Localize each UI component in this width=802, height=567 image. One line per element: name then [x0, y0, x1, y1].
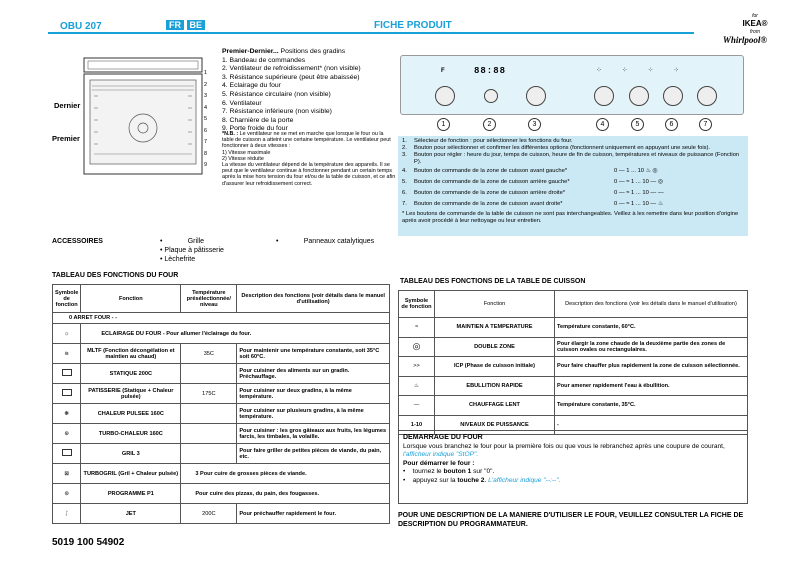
- fan-note-tail: La vitesse du ventilateur dépend de la température des appareils. Il se peut que le ventilateur continue à fonctionner pendant un certain temps après la mise hors tension du four et/ou de la table de cuisson, et ce afin d'assurer leur refroidissement correct.: [222, 162, 396, 187]
- table-row: [53, 464, 390, 484]
- boil-icon: ♨: [399, 376, 435, 396]
- row-desc: Température constante, 60°C.: [555, 318, 748, 338]
- defrost-icon: ≋: [53, 344, 81, 364]
- table-row: [399, 396, 748, 416]
- row-fn: PATISSERIE (Statique + Chaleur pulsée): [81, 384, 181, 404]
- knob-number: 2: [483, 118, 496, 131]
- control-item: [402, 152, 744, 166]
- callout-6: 6: [204, 127, 208, 134]
- row-cell: ECLAIRAGE DU FOUR - Pour allumer l'éclairage du four.: [81, 324, 390, 344]
- legend-heading: [222, 48, 398, 57]
- table-row: [53, 504, 390, 524]
- control-text: Sélecteur de fonction : pour sélectionner les fonctions du four.: [414, 138, 573, 144]
- legend-item: 8. Charnière de la porte: [222, 116, 294, 124]
- col-header: Description des fonctions (voir détails dans le manuel d'utilisation): [237, 285, 390, 313]
- row-temp: 200C: [181, 504, 237, 524]
- accessory-grille-text: Grille: [187, 238, 205, 245]
- row-fn: TURBO-CHALEUR 160C: [81, 424, 181, 444]
- row-fn: EBULLITION RAPIDE: [435, 376, 555, 396]
- callout-3: 3: [204, 93, 208, 99]
- pastry-icon: [53, 384, 81, 404]
- oven-functions-table: [52, 284, 390, 524]
- knob-number: 1: [437, 118, 450, 131]
- control-num: 5.: [402, 179, 407, 185]
- control-num: 1.: [402, 138, 407, 144]
- accessory-plaque: • Plaque à pâtisserie: [160, 247, 224, 254]
- diagram-callouts: [204, 68, 207, 172]
- step1-pre: tournez le: [412, 468, 444, 476]
- table-row: [399, 357, 748, 377]
- table-row: [53, 324, 390, 344]
- controls-list: [398, 136, 748, 236]
- row-temp: Pour cuire des pizzas, du pain, des fougasses.: [181, 484, 390, 504]
- callout-7: 7: [204, 139, 208, 145]
- program-icon: ⊚: [53, 484, 81, 504]
- row-fn: ICP (Phase de cuisson initiale): [435, 357, 555, 377]
- slow-heat-icon: —: [399, 396, 435, 416]
- table-row: [53, 404, 390, 424]
- startup-text: [403, 443, 743, 460]
- row-temp: 175C: [181, 384, 237, 404]
- fan-note: [222, 131, 396, 187]
- table-row: [399, 318, 748, 338]
- row-fn: JET: [81, 504, 181, 524]
- accessory-plaque-text: Plaque à pâtisserie: [164, 247, 224, 254]
- scale-a: 0: [614, 168, 618, 174]
- callout-5: 5: [204, 116, 208, 122]
- row-fn: NIVEAUX DE PUISSANCE: [435, 415, 555, 435]
- col-header: Température présélectionnée/ niveau: [181, 285, 237, 313]
- page-title: FICHE PRODUIT: [374, 20, 452, 31]
- knob-7[interactable]: [697, 86, 717, 106]
- scale-c: 10: [637, 168, 645, 174]
- display-f-icon: F: [441, 68, 445, 74]
- startup-step: • tournez le bouton 1 sur "0".: [403, 468, 495, 476]
- brand-from: from: [750, 29, 760, 35]
- row-desc: Pour cuisiner des aliments sur un gradin. Préchauffage.: [237, 364, 390, 384]
- lang-badges: [166, 20, 205, 30]
- row-desc: Pour préchauffer rapidement le four.: [237, 504, 390, 524]
- control-text: Bouton de commande de la zone de cuisson arrière droite*: [414, 190, 566, 196]
- scale-a: 0: [614, 201, 618, 207]
- keep-warm-icon: ≈: [399, 318, 435, 338]
- row-fn: DOUBLE ZONE: [435, 337, 555, 357]
- row-cell: 0 ARRET FOUR - -: [53, 313, 390, 324]
- legend-item: 3. Résistance supérieure (peut être abaissée): [222, 73, 360, 81]
- static-icon: [53, 364, 81, 384]
- step2-italic: L'afficheur indique "--:--".: [488, 476, 561, 484]
- control-num: 2.: [402, 145, 407, 151]
- brand-for: for: [752, 13, 758, 19]
- control-item: 6. Bouton de commande de la zone de cuisson arrière droite* 0 — ≈ 1 ... 10 — —: [402, 190, 664, 196]
- startup-display-stop: l'afficheur indique "StOP".: [403, 451, 479, 459]
- legend-item: 2. Ventilateur de refroidissement* (non visible): [222, 65, 361, 73]
- row-temp: [181, 404, 237, 424]
- col-header: Symbole de fonction: [399, 291, 435, 318]
- step1-bold: bouton 1: [443, 468, 472, 476]
- callout-9: 9: [204, 162, 208, 168]
- row-temp: [181, 424, 237, 444]
- accessory-lechefrite-text: Lèchefrite: [164, 256, 196, 263]
- brand-whirlpool: Whirlpool®: [722, 35, 768, 45]
- lang-fr: FR: [166, 20, 184, 30]
- knob-number: 7: [699, 118, 712, 131]
- legend-item: 5. Résistance circulaire (non visible): [222, 90, 331, 98]
- label-premier: Premier: [52, 134, 80, 143]
- table-row: [399, 376, 748, 396]
- light-icon: ☼: [53, 324, 81, 344]
- control-text: Bouton pour régler : heure du jour, temps de cuisson, heure de fin de cuisson, températures et niveaux de puissance (Fonction P).: [414, 152, 740, 165]
- model-number: OBU 207: [60, 21, 102, 32]
- table-row: [399, 337, 748, 357]
- callout-2: 2: [204, 81, 208, 88]
- step2-post: .: [484, 476, 489, 484]
- jet-icon: ᛇ: [53, 504, 81, 524]
- fan-note-bold: *N.B. :: [222, 131, 239, 137]
- col-header: Symbole de fonction: [53, 285, 81, 313]
- scale-c: 10: [642, 190, 649, 196]
- table-row: [53, 384, 390, 404]
- left-table-title: TABLEAU DES FONCTIONS DU FOUR: [52, 272, 179, 279]
- scale-b: 1 ...: [631, 190, 641, 196]
- callout-4: 4: [204, 104, 208, 111]
- control-text: Bouton de commande de la zone de cuisson avant droite*: [414, 201, 563, 207]
- knob-1[interactable]: [435, 86, 455, 106]
- scale-a: 0: [614, 190, 618, 196]
- fan-note-body: Le ventilateur ne se met en marche que lorsque le four ou la table de cuisson a atteint une certaine température. Le ventilateur peut fonctionner à deux vitesses :: [222, 131, 391, 150]
- control-num: 4.: [402, 168, 407, 174]
- step2-pre: appuyez sur la: [412, 476, 458, 484]
- legend-item: 1. Bandeau de commandes: [222, 56, 306, 64]
- legend-item: 6. Ventilateur: [222, 99, 262, 107]
- header-rule: [48, 32, 694, 34]
- lang-be: BE: [187, 20, 206, 30]
- scale-b: 1 ...: [631, 201, 641, 207]
- fan-note-text: [222, 131, 396, 150]
- startup-title: DEMARRAGE DU FOUR: [403, 434, 483, 441]
- fan-icon: ❋: [53, 404, 81, 424]
- row-desc: Pour maintenir une température constante, soit 35°C soit 60°C.: [237, 344, 390, 364]
- row-fn: MAINTIEN A TEMPERATURE: [435, 318, 555, 338]
- fan-speed: 1) Vitesse maximale: [222, 149, 271, 156]
- row-desc: -: [555, 415, 748, 435]
- row-desc: Pour amener rapidement l'eau à ébullition.: [555, 376, 748, 396]
- accessory-grille: • Grille: [160, 238, 205, 245]
- startup-label: Pour démarrer le four :: [403, 459, 475, 467]
- control-num: 3.: [402, 152, 407, 158]
- col-header: Fonction: [435, 291, 555, 318]
- icp-icon: >>: [399, 357, 435, 377]
- row-fn: STATIQUE 200C: [81, 364, 181, 384]
- table-row: [53, 313, 390, 324]
- row-desc: Pour cuisiner : les gros gâteaux aux fruits, les légumes farcis, les timbales, la volaille.: [237, 424, 390, 444]
- scale-b: 1 ...: [626, 168, 636, 174]
- startup-text-body: Lorsque vous branchez le four pour la première fois ou que vous le rebranchez après une coupure de courant,: [403, 442, 725, 450]
- controls-note: * Les boutons de commande de la table de cuisson ne sont pas interchangeables. Veillez à les remettre dans leur position d'origine après avoir procédé à leur nettoyage ou leur entretien.: [402, 211, 739, 224]
- label-dernier: Dernier: [54, 101, 81, 110]
- grill-icon: [53, 444, 81, 464]
- accessory-panneaux: • Panneaux catalytiques: [276, 238, 375, 245]
- right-table-title: TABLEAU DES FONCTIONS DE LA TABLE DE CUISSON: [400, 278, 586, 285]
- scale-b: 1 ...: [631, 179, 641, 185]
- scale-a: 0: [614, 179, 618, 185]
- legend-heading-bold: Premier-Dernier...: [222, 48, 279, 55]
- control-item: 7. Bouton de commande de la zone de cuisson avant droite* 0 — ≈ 1 ... 10 — ♨: [402, 201, 664, 207]
- accessory-lechefrite: • Lèchefrite: [160, 256, 196, 263]
- knob-6[interactable]: [663, 86, 683, 106]
- table-row: [53, 364, 390, 384]
- timer-display: 88:88: [474, 66, 507, 76]
- row-desc: Pour faire chauffer plus rapidement la zone de cuisson sélectionnée.: [555, 357, 748, 377]
- col-header: Description des fonctions (voir les détails dans le manuel d'utilisation): [555, 291, 748, 318]
- knob-3[interactable]: [526, 86, 546, 106]
- control-item: [402, 138, 744, 145]
- turbo-icon: ⊛: [53, 424, 81, 444]
- startup-step: • appuyez sur la touche 2. L'afficheur indique "--:--".: [403, 476, 561, 484]
- oven-legend: [222, 48, 398, 134]
- legend-item: 7. Résistance inférieure (non visible): [222, 108, 332, 116]
- table-row: [53, 444, 390, 464]
- row-temp: [181, 444, 237, 464]
- row-temp: 3 Pour cuire de grosses pièces de viande.: [181, 464, 390, 484]
- row-fn: CHALEUR PULSEE 160C: [81, 404, 181, 424]
- row-temp: 35C: [181, 344, 237, 364]
- step2-bold: touche 2: [457, 476, 485, 484]
- oven-drawing: [82, 56, 204, 178]
- row-fn: GRIL 3: [81, 444, 181, 464]
- callout-1: 1: [204, 70, 208, 76]
- legend-item: 4. Eclairage du four: [222, 82, 281, 90]
- control-text: Bouton pour sélectionner et confirmer les différentes options (fonctionnent uniquement en appuyant une seule fois).: [414, 145, 711, 151]
- control-text: Bouton de commande de la zone de cuisson avant gauche*: [414, 168, 568, 174]
- footer-note: POUR UNE DESCRIPTION DE LA MANIERE D'UTILISER LE FOUR, VEUILLEZ CONSULTER LA FICHE DE DESCRIPTION DU PROGRAMMATEUR.: [398, 512, 744, 528]
- step1-post: sur "0".: [471, 468, 495, 476]
- startup-box: [398, 430, 748, 504]
- row-fn: PROGRAMME P1: [81, 484, 181, 504]
- accessory-panneaux-text: Panneaux catalytiques: [303, 238, 375, 245]
- col-header: Fonction: [81, 285, 181, 313]
- row-fn: MLTF (Fonction décongélation et maintien au chaud): [81, 344, 181, 364]
- row-temp: [181, 364, 237, 384]
- table-row: [53, 344, 390, 364]
- control-num: 6.: [402, 190, 407, 196]
- row-desc: Pour cuisiner sur deux gradins, à la même température.: [237, 384, 390, 404]
- row-fn: TURBOGRIL (Gril + Chaleur pulsée): [81, 464, 181, 484]
- accessories-label: ACCESSOIRES: [52, 238, 103, 245]
- row-desc: Température constante, 35°C.: [555, 396, 748, 416]
- knob-number: 4: [596, 118, 609, 131]
- control-panel: [400, 55, 744, 115]
- scale-c: 10: [642, 179, 649, 185]
- control-item: 5. Bouton de commande de la zone de cuisson arrière gauche* 0 — ≈ 1 ... 10 — ◎: [402, 179, 663, 185]
- knob-number: 6: [665, 118, 678, 131]
- knob-5[interactable]: [629, 86, 649, 106]
- fan-speed: 2) Vitesse réduite: [222, 155, 264, 162]
- document-code: 5019 100 54902: [52, 537, 125, 548]
- row-desc: Pour élargir la zone chaude de la deuxième partie des zones de cuisson ovales ou rectangulaires.: [555, 337, 748, 357]
- control-item: 4. Bouton de commande de la zone de cuisson avant gauche* 0 — 1 ... 10 ♨ ◎: [402, 168, 658, 174]
- knob-number: 5: [631, 118, 644, 131]
- zone-indicators: ⁘ ⁘ ⁘ ⁘: [596, 67, 680, 74]
- table-row: [53, 424, 390, 444]
- table-row: [53, 484, 390, 504]
- knob-2[interactable]: [484, 89, 498, 103]
- row-desc: Pour cuisiner sur plusieurs gradins, à la même température.: [237, 404, 390, 424]
- brand-logo: [700, 12, 790, 44]
- legend-heading-rest: Positions des gradins: [278, 48, 346, 55]
- knob-4[interactable]: [594, 86, 614, 106]
- row-fn: CHAUFFAGE LENT: [435, 396, 555, 416]
- brand-ikea: IKEA®: [742, 19, 768, 28]
- legend-item: 9. Porte froide du four: [222, 125, 288, 133]
- control-num: 7.: [402, 201, 407, 207]
- row-desc: Pour faire griller de petites pièces de viande, du pain, etc.: [237, 444, 390, 464]
- knob-number: 3: [528, 118, 541, 131]
- turbogrill-icon: ⊠: [53, 464, 81, 484]
- double-zone-icon: ◎: [399, 337, 435, 357]
- callout-8: 8: [204, 150, 208, 157]
- hob-functions-table: [398, 290, 748, 435]
- oven-diagram: [82, 56, 204, 178]
- control-item: [402, 145, 744, 152]
- control-text: Bouton de commande de la zone de cuisson arrière gauche*: [414, 179, 570, 185]
- scale-c: 10: [642, 201, 649, 207]
- power-levels: 1-10: [399, 415, 435, 435]
